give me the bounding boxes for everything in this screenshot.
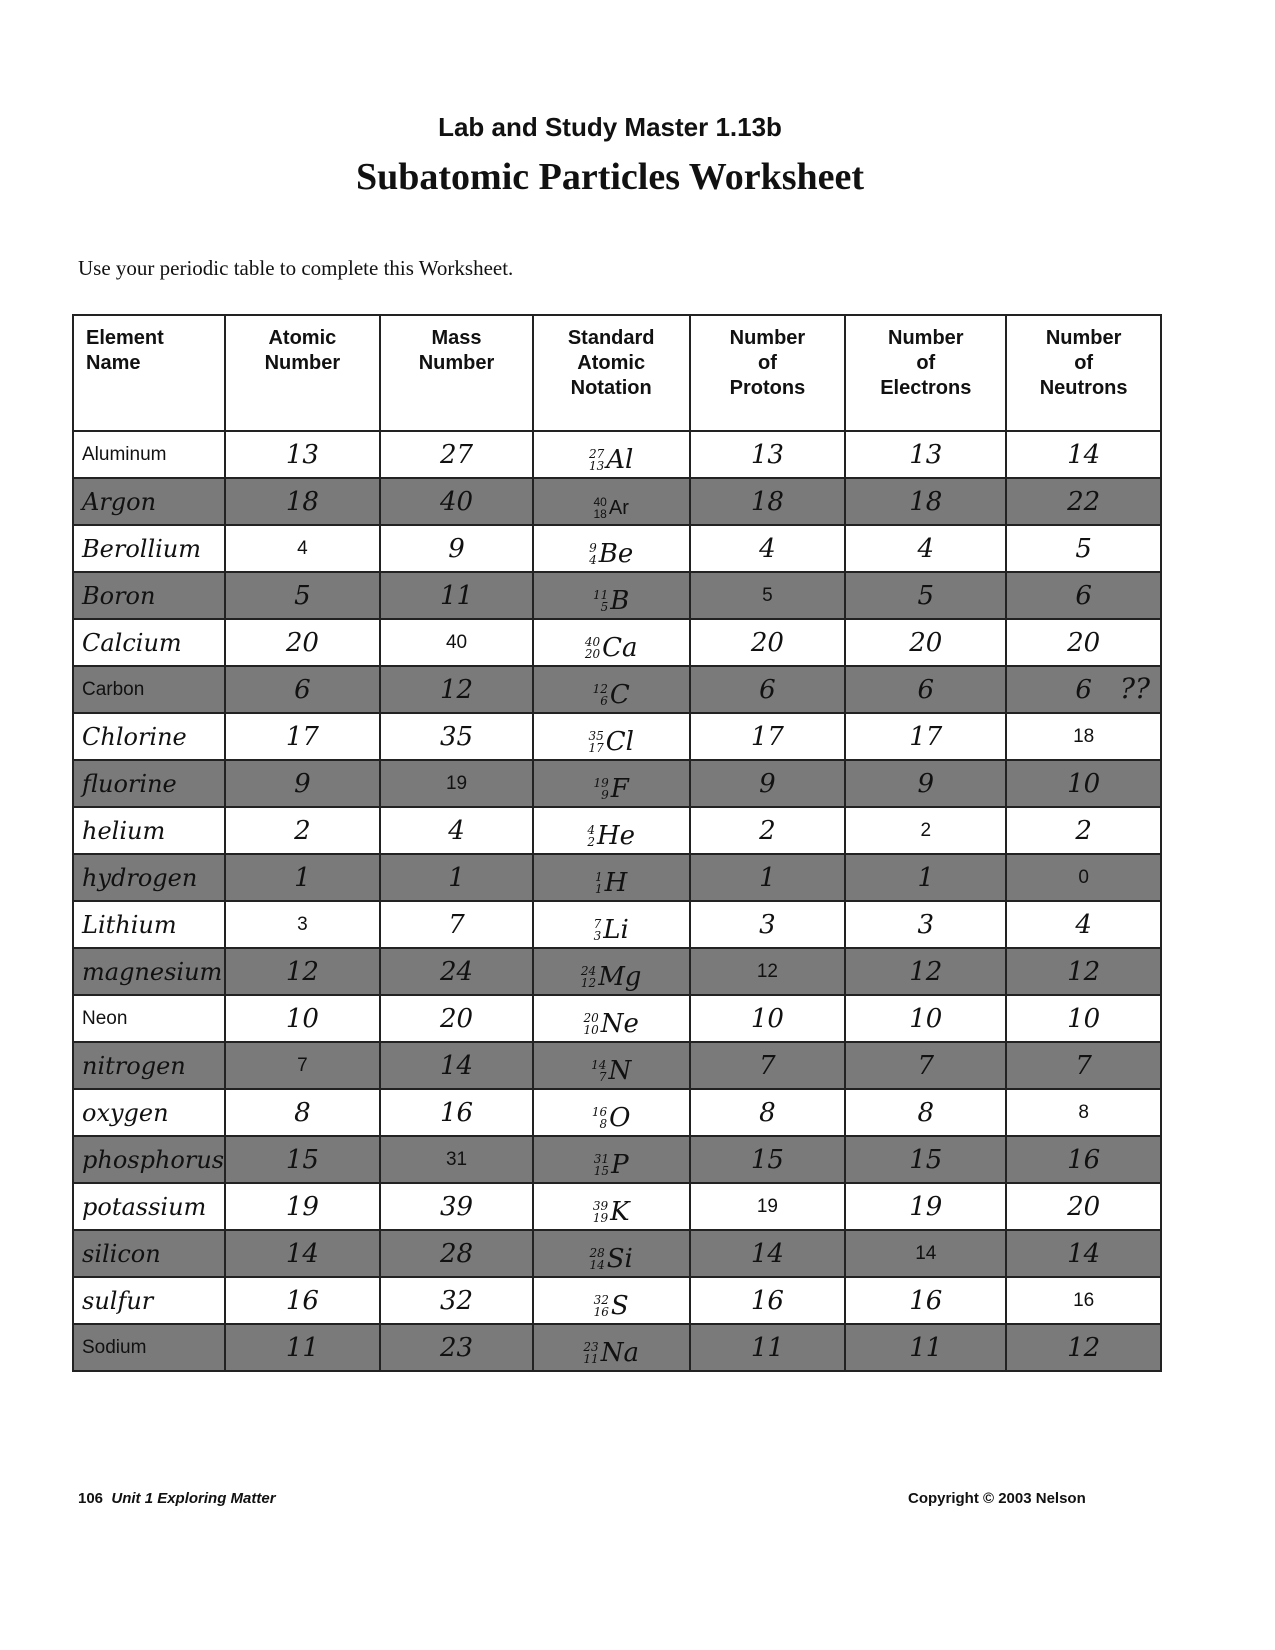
standard-notation-cell — [533, 525, 690, 572]
mass-number-cell: 40 — [380, 478, 533, 525]
table-row — [73, 1277, 1161, 1324]
table-row — [73, 854, 1161, 901]
element-name-cell: Aluminum — [73, 431, 225, 478]
header-line: Number — [888, 327, 964, 349]
header-line: Element — [86, 327, 164, 349]
standard-notation-cell — [533, 948, 690, 995]
electrons-cell: 12 — [845, 948, 1006, 995]
table-row — [73, 1089, 1161, 1136]
notation-mass-number: 14 — [591, 1057, 607, 1072]
isotope-notation — [593, 680, 630, 710]
footer-left — [78, 1490, 276, 1507]
isotope-notation — [591, 1056, 631, 1086]
header-line: Mass — [431, 327, 482, 349]
mass-number-cell: 39 — [380, 1183, 533, 1230]
element-symbol: Al — [606, 444, 634, 475]
electrons-cell: 19 — [845, 1183, 1006, 1230]
atomic-number-cell: 17 — [225, 713, 381, 760]
mass-atomic-numbers — [583, 1341, 598, 1365]
isotope-notation — [587, 821, 635, 851]
element-symbol: S — [610, 1290, 629, 1321]
isotope-notation — [594, 496, 629, 520]
isotope-notation — [592, 1103, 631, 1133]
atomic-number-cell: 4 — [225, 525, 381, 572]
protons-cell: 1 — [690, 854, 846, 901]
table-row — [73, 572, 1161, 619]
header-line: Number — [264, 352, 341, 374]
neutrons-cell: 16 — [1006, 1277, 1161, 1324]
mass-number-cell: 14 — [380, 1042, 533, 1089]
element-name-cell: sulfur — [73, 1277, 225, 1324]
mass-atomic-numbers — [583, 1012, 598, 1036]
standard-notation-cell — [533, 760, 690, 807]
mass-number-cell: 24 — [380, 948, 533, 995]
neutrons-cell: 10 — [1006, 995, 1161, 1042]
notation-mass-number: 4 — [587, 822, 595, 837]
element-symbol: O — [609, 1102, 631, 1133]
standard-notation-cell — [533, 478, 690, 525]
element-symbol: P — [611, 1149, 629, 1180]
notation-atomic-number: 20 — [584, 646, 601, 661]
electrons-cell: 20 — [845, 619, 1006, 666]
electrons-cell: 7 — [845, 1042, 1006, 1089]
header-number-of-electrons — [845, 315, 1006, 431]
notation-atomic-number: 12 — [580, 975, 597, 990]
notation-atomic-number: 11 — [583, 1351, 599, 1366]
electrons-cell: 14 — [845, 1230, 1006, 1277]
neutrons-cell: 18 — [1006, 713, 1161, 760]
neutrons-cell: 14 — [1006, 1230, 1161, 1277]
notation-mass-number: 40 — [584, 634, 601, 649]
atomic-number-cell: 19 — [225, 1183, 381, 1230]
worksheet-subtitle: Lab and Study Master 1.13b — [438, 112, 782, 142]
header-mass-number — [380, 315, 533, 431]
notation-mass-number: 16 — [591, 1104, 608, 1119]
isotope-notation — [589, 1244, 632, 1274]
protons-cell: 19 — [690, 1183, 846, 1230]
element-symbol: C — [609, 679, 630, 710]
atomic-number-cell: 15 — [225, 1136, 381, 1183]
mass-atomic-numbers — [594, 496, 607, 520]
table-row — [73, 948, 1161, 995]
notation-mass-number: 39 — [592, 1198, 609, 1213]
notation-atomic-number: 16 — [593, 1304, 609, 1319]
isotope-notation — [588, 727, 634, 757]
header-line: of — [1074, 352, 1094, 374]
atomic-number-cell: 13 — [225, 431, 381, 478]
element-name-cell: magnesium — [73, 948, 225, 995]
electrons-cell: 13 — [845, 431, 1006, 478]
header-standard-atomic-notation — [533, 315, 690, 431]
mass-number-cell: 23 — [380, 1324, 533, 1371]
table-row — [73, 619, 1161, 666]
mass-atomic-numbers — [595, 871, 603, 895]
neutrons-cell: 4 — [1006, 901, 1161, 948]
neutrons-cell: 12 — [1006, 948, 1161, 995]
element-name-cell: Neon — [73, 995, 225, 1042]
notation-atomic-number: 9 — [601, 787, 609, 802]
notation-mass-number: 23 — [583, 1339, 599, 1354]
notation-atomic-number: 1 — [595, 881, 603, 896]
isotope-notation — [593, 586, 629, 616]
mass-atomic-numbers — [587, 824, 595, 848]
notation-mass-number: 24 — [580, 963, 597, 978]
element-symbol: Na — [600, 1337, 639, 1368]
mass-number-cell: 1 — [380, 854, 533, 901]
atomic-number-cell: 8 — [225, 1089, 381, 1136]
neutrons-cell: 2 — [1006, 807, 1161, 854]
notation-mass-number: 12 — [592, 681, 608, 696]
electrons-cell: 9 — [845, 760, 1006, 807]
electrons-cell: 18 — [845, 478, 1006, 525]
element-symbol: Ne — [600, 1008, 639, 1039]
notation-mass-number: 40 — [593, 495, 607, 509]
header-line: Name — [86, 352, 141, 374]
table-row — [73, 1324, 1161, 1371]
header-line: of — [757, 352, 777, 374]
atomic-number-cell: 3 — [225, 901, 381, 948]
standard-notation-cell — [533, 854, 690, 901]
isotope-notation — [594, 1150, 629, 1180]
atomic-number-cell: 1 — [225, 854, 381, 901]
neutrons-cell: 7 — [1006, 1042, 1161, 1089]
mass-number-cell: 12 — [380, 666, 533, 713]
element-name-cell: Argon — [73, 478, 225, 525]
element-symbol: B — [610, 585, 630, 616]
atomic-number-cell: 14 — [225, 1230, 381, 1277]
notation-atomic-number: 8 — [599, 1116, 608, 1131]
neutrons-cell: 0 — [1006, 854, 1161, 901]
protons-cell: 6 — [690, 666, 846, 713]
header-line: Atomic — [577, 352, 646, 374]
electrons-cell: 8 — [845, 1089, 1006, 1136]
mass-atomic-numbers — [589, 542, 597, 566]
atomic-number-cell: 20 — [225, 619, 381, 666]
mass-number-cell: 9 — [380, 525, 533, 572]
worksheet-title: Subatomic Particles Worksheet — [355, 156, 865, 198]
standard-notation-cell — [533, 666, 690, 713]
mass-atomic-numbers — [589, 1247, 604, 1271]
table-row — [73, 1136, 1161, 1183]
element-name-cell: potassium — [73, 1183, 225, 1230]
protons-cell: 2 — [690, 807, 846, 854]
atomic-number-cell: 10 — [225, 995, 381, 1042]
atomic-number-cell: 5 — [225, 572, 381, 619]
standard-notation-cell — [533, 619, 690, 666]
protons-cell: 17 — [690, 713, 846, 760]
element-name-cell: Chlorine — [73, 713, 225, 760]
isotope-notation — [581, 962, 642, 992]
notation-atomic-number: 5 — [600, 599, 609, 614]
standard-notation-cell — [533, 995, 690, 1042]
standard-notation-cell — [533, 1136, 690, 1183]
protons-cell: 5 — [690, 572, 846, 619]
header-line: Number — [418, 352, 495, 374]
header-atomic-number — [225, 315, 381, 431]
element-symbol: Mg — [598, 961, 642, 992]
copyright-notice: Copyright © 2003 Nelson — [908, 1490, 1086, 1507]
table-row — [73, 1230, 1161, 1277]
mass-atomic-numbers — [593, 1200, 608, 1224]
standard-notation-cell — [533, 807, 690, 854]
notation-atomic-number: 7 — [598, 1069, 607, 1084]
electrons-cell: 16 — [845, 1277, 1006, 1324]
header-line: Atomic — [268, 327, 337, 349]
table-row — [73, 760, 1161, 807]
mass-number-cell: 7 — [380, 901, 533, 948]
isotope-notation — [583, 1338, 639, 1368]
mass-number-cell: 28 — [380, 1230, 533, 1277]
mass-number-cell: 4 — [380, 807, 533, 854]
neutrons-cell: 8 — [1006, 1089, 1161, 1136]
element-name-cell: Sodium — [73, 1324, 225, 1371]
notation-mass-number: 9 — [589, 540, 597, 555]
header-line: Notation — [570, 377, 652, 399]
notation-atomic-number: 19 — [592, 1210, 609, 1225]
notation-atomic-number: 17 — [588, 740, 604, 755]
mass-atomic-numbers — [593, 589, 608, 613]
mass-atomic-numbers — [591, 1059, 606, 1083]
protons-cell: 14 — [690, 1230, 846, 1277]
subatomic-particles-table — [72, 314, 1162, 1372]
mass-atomic-numbers — [588, 730, 603, 754]
isotope-notation — [585, 633, 638, 663]
isotope-notation — [589, 539, 633, 569]
element-name-cell: fluorine — [73, 760, 225, 807]
protons-cell: 13 — [690, 431, 846, 478]
atomic-number-cell: 11 — [225, 1324, 381, 1371]
atomic-number-cell: 9 — [225, 760, 381, 807]
header-line: Standard — [567, 327, 655, 349]
neutrons-cell: 6 — [1006, 572, 1161, 619]
standard-notation-cell — [533, 1277, 690, 1324]
notation-mass-number: 35 — [588, 728, 604, 743]
element-symbol: Li — [603, 914, 629, 945]
standard-notation-cell — [533, 901, 690, 948]
notation-atomic-number: 10 — [583, 1022, 599, 1037]
element-symbol: Ca — [602, 632, 638, 663]
element-name-cell: oxygen — [73, 1089, 225, 1136]
element-symbol: H — [604, 867, 628, 898]
protons-cell: 7 — [690, 1042, 846, 1089]
neutrons-cell: 6 — [1006, 666, 1161, 713]
element-name-cell: silicon — [73, 1230, 225, 1277]
table-row — [73, 995, 1161, 1042]
standard-notation-cell — [533, 431, 690, 478]
notation-mass-number: 11 — [592, 587, 609, 602]
protons-cell: 8 — [690, 1089, 846, 1136]
notation-mass-number: 1 — [595, 869, 603, 884]
atomic-number-cell: 6 — [225, 666, 381, 713]
electrons-cell: 4 — [845, 525, 1006, 572]
header-element-name — [73, 315, 225, 431]
protons-cell: 3 — [690, 901, 846, 948]
isotope-notation — [594, 915, 629, 945]
protons-cell: 10 — [690, 995, 846, 1042]
table-row — [73, 807, 1161, 854]
element-symbol: Si — [606, 1243, 633, 1274]
standard-notation-cell — [533, 713, 690, 760]
page-number: 106 — [78, 1490, 104, 1507]
element-name-cell: Calcium — [73, 619, 225, 666]
neutrons-cell: 20 — [1006, 1183, 1161, 1230]
mass-number-cell: 32 — [380, 1277, 533, 1324]
mass-number-cell: 35 — [380, 713, 533, 760]
notation-mass-number: 31 — [593, 1151, 610, 1166]
neutrons-cell: 16 — [1006, 1136, 1161, 1183]
atomic-number-cell: 16 — [225, 1277, 381, 1324]
isotope-notation — [583, 1009, 638, 1039]
electrons-cell: 1 — [845, 854, 1006, 901]
header-line: Neutrons — [1039, 377, 1128, 399]
protons-cell: 9 — [690, 760, 846, 807]
mass-atomic-numbers — [594, 1153, 609, 1177]
neutrons-cell: 20 — [1006, 619, 1161, 666]
table-row — [73, 713, 1161, 760]
table-header-row — [73, 315, 1161, 431]
protons-cell: 11 — [690, 1324, 846, 1371]
mass-atomic-numbers — [593, 683, 608, 707]
mass-atomic-numbers — [585, 636, 600, 660]
table-row — [73, 666, 1161, 713]
standard-notation-cell — [533, 1089, 690, 1136]
isotope-notation — [589, 445, 633, 475]
notation-mass-number: 20 — [583, 1010, 599, 1025]
electrons-cell: 5 — [845, 572, 1006, 619]
mass-number-cell: 19 — [380, 760, 533, 807]
table-row — [73, 901, 1161, 948]
mass-atomic-numbers — [581, 965, 596, 989]
margin-question-marks: ?? — [1120, 672, 1151, 705]
table-row — [73, 431, 1161, 478]
element-name-cell: Boron — [73, 572, 225, 619]
header-number-of-neutrons — [1006, 315, 1161, 431]
element-name-cell: nitrogen — [73, 1042, 225, 1089]
mass-atomic-numbers — [594, 1294, 609, 1318]
electrons-cell: 10 — [845, 995, 1006, 1042]
notation-mass-number: 7 — [593, 916, 602, 931]
neutrons-cell: 10 — [1006, 760, 1161, 807]
isotope-notation — [594, 1291, 629, 1321]
protons-cell: 12 — [690, 948, 846, 995]
header-line: Electrons — [880, 377, 972, 399]
element-symbol: Be — [598, 538, 634, 569]
unit-label: Unit 1 Exploring Matter — [111, 1490, 276, 1507]
element-name-cell: phosphorus — [73, 1136, 225, 1183]
table-row — [73, 1183, 1161, 1230]
notation-atomic-number: 13 — [589, 458, 605, 473]
header-line: Number — [1045, 327, 1122, 349]
mass-atomic-numbers — [592, 1106, 607, 1130]
protons-cell: 20 — [690, 619, 846, 666]
isotope-notation — [595, 868, 627, 898]
electrons-cell: 6 — [845, 666, 1006, 713]
element-symbol: F — [610, 773, 629, 804]
mass-atomic-numbers — [589, 448, 604, 472]
element-symbol: He — [596, 820, 636, 851]
atomic-number-cell: 2 — [225, 807, 381, 854]
header-number-of-protons — [690, 315, 846, 431]
element-symbol: K — [610, 1196, 630, 1227]
instructions-text: Use your periodic table to complete this Worksheet. — [78, 256, 514, 280]
notation-atomic-number: 2 — [587, 834, 595, 849]
notation-atomic-number: 3 — [593, 928, 602, 943]
standard-notation-cell — [533, 572, 690, 619]
protons-cell: 4 — [690, 525, 846, 572]
neutrons-cell: 12 — [1006, 1324, 1161, 1371]
standard-notation-cell — [533, 1042, 690, 1089]
element-symbol: Cl — [605, 726, 634, 757]
atomic-number-cell: 12 — [225, 948, 381, 995]
isotope-notation — [593, 1197, 630, 1227]
mass-atomic-numbers — [594, 777, 609, 801]
atomic-number-cell: 18 — [225, 478, 381, 525]
element-name-cell: Carbon — [73, 666, 225, 713]
neutrons-cell: 5 — [1006, 525, 1161, 572]
element-name-cell: Berollium — [73, 525, 225, 572]
electrons-cell: 11 — [845, 1324, 1006, 1371]
notation-mass-number: 27 — [589, 446, 605, 461]
notation-mass-number: 32 — [593, 1292, 609, 1307]
header-line: Number — [729, 327, 806, 349]
notation-mass-number: 28 — [589, 1245, 605, 1260]
mass-number-cell: 31 — [380, 1136, 533, 1183]
neutrons-cell: 14 — [1006, 431, 1161, 478]
protons-cell: 16 — [690, 1277, 846, 1324]
element-symbol: N — [608, 1055, 632, 1086]
mass-number-cell: 40 — [380, 619, 533, 666]
notation-atomic-number: 18 — [593, 507, 607, 521]
notation-atomic-number: 6 — [600, 693, 608, 708]
standard-notation-cell — [533, 1230, 690, 1277]
mass-number-cell: 20 — [380, 995, 533, 1042]
table-row — [73, 525, 1161, 572]
mass-number-cell: 11 — [380, 572, 533, 619]
table-row — [73, 1042, 1161, 1089]
element-symbol: Ar — [608, 496, 629, 519]
protons-cell: 15 — [690, 1136, 846, 1183]
notation-atomic-number: 4 — [589, 552, 597, 567]
mass-number-cell: 16 — [380, 1089, 533, 1136]
notation-atomic-number: 14 — [589, 1257, 605, 1272]
notation-atomic-number: 15 — [593, 1163, 610, 1178]
standard-notation-cell — [533, 1183, 690, 1230]
atomic-number-cell: 7 — [225, 1042, 381, 1089]
neutrons-cell: 22 — [1006, 478, 1161, 525]
isotope-notation — [594, 774, 629, 804]
mass-atomic-numbers — [594, 918, 602, 942]
element-name-cell: Lithium — [73, 901, 225, 948]
notation-mass-number: 19 — [593, 775, 609, 790]
electrons-cell: 17 — [845, 713, 1006, 760]
electrons-cell: 3 — [845, 901, 1006, 948]
header-line: of — [916, 352, 936, 374]
table-row — [73, 478, 1161, 525]
electrons-cell: 2 — [845, 807, 1006, 854]
protons-cell: 18 — [690, 478, 846, 525]
header-line: Protons — [729, 377, 806, 399]
electrons-cell: 15 — [845, 1136, 1006, 1183]
mass-number-cell: 27 — [380, 431, 533, 478]
element-name-cell: helium — [73, 807, 225, 854]
standard-notation-cell — [533, 1324, 690, 1371]
element-name-cell: hydrogen — [73, 854, 225, 901]
